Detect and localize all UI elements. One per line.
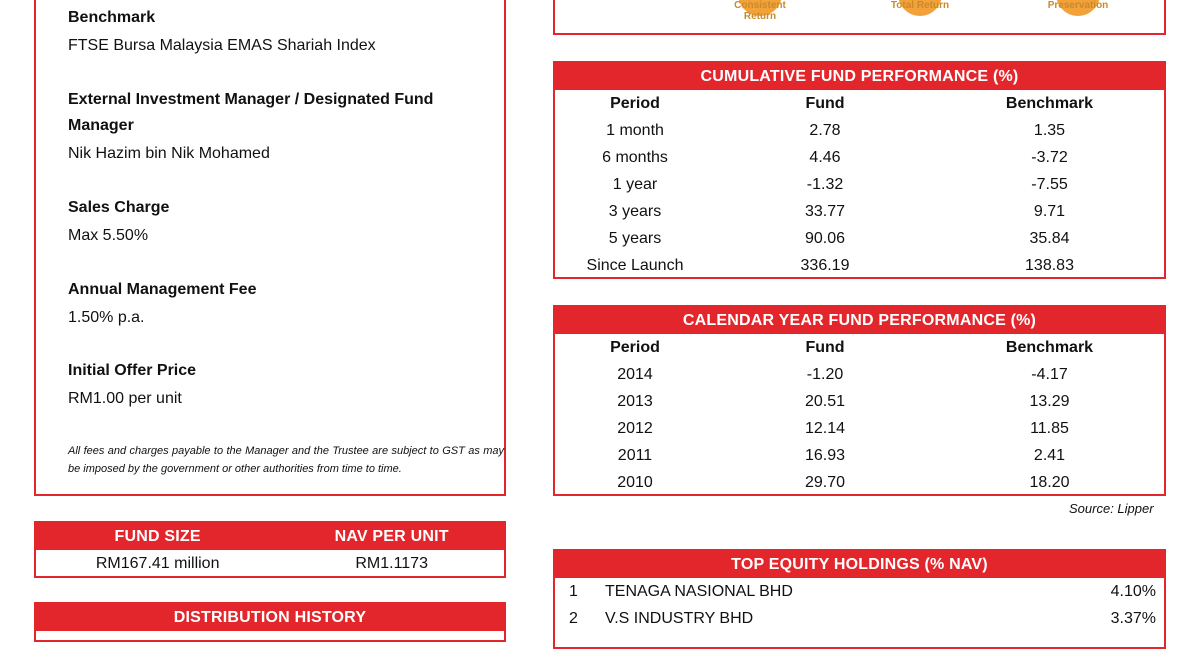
fund-cell: 16.93 xyxy=(804,446,846,464)
table-row xyxy=(555,252,1164,279)
distribution-history-box xyxy=(34,602,506,642)
table-row xyxy=(555,225,1164,252)
source-note: Source: Lipper xyxy=(1069,501,1154,516)
table-row xyxy=(555,171,1164,198)
benchmark-cell: 35.84 xyxy=(1029,229,1070,247)
holding-percent: 4.10% xyxy=(1110,582,1156,600)
benchmark-cell: -7.55 xyxy=(1031,175,1068,193)
fund-cell: 33.77 xyxy=(804,202,846,220)
preservation-badge xyxy=(1033,0,1123,11)
calendar-performance-header: CALENDAR YEAR FUND PERFORMANCE (%) xyxy=(555,307,1164,334)
benchmark-cell: -3.72 xyxy=(1031,148,1068,166)
benchmark-cell: -4.17 xyxy=(1031,365,1068,383)
period-cell: 2010 xyxy=(617,473,653,491)
fund-cell: 336.19 xyxy=(800,256,850,274)
lipper-leaders-box xyxy=(553,0,1166,35)
manager-label-line2: Manager xyxy=(68,117,134,134)
offer-price-value: RM1.00 per unit xyxy=(68,390,182,407)
period-cell: 3 years xyxy=(608,202,662,220)
table-row xyxy=(555,388,1164,415)
period-header: Period xyxy=(610,94,660,112)
holding-name: TENAGA NASIONAL BHD xyxy=(605,582,793,600)
fund-header: Fund xyxy=(805,338,845,356)
cumulative-performance-table xyxy=(555,90,1164,279)
fund-cell: 20.51 xyxy=(804,392,846,410)
top-holdings-header: TOP EQUITY HOLDINGS (% NAV) xyxy=(555,551,1164,578)
offer-price-label: Initial Offer Price xyxy=(68,362,197,379)
benchmark-cell: 138.83 xyxy=(1025,256,1074,274)
table-row xyxy=(555,442,1164,469)
holding-name: V.S INDUSTRY BHD xyxy=(605,609,754,627)
fund-size-table xyxy=(36,523,504,577)
fund-size-header: FUND SIZE xyxy=(114,528,201,545)
period-header: Period xyxy=(610,338,660,356)
period-cell: 2012 xyxy=(617,419,653,437)
table-row xyxy=(555,578,1164,605)
sales-charge-label: Sales Charge xyxy=(68,199,170,216)
period-cell: 6 months xyxy=(602,148,668,166)
benchmark-header: Benchmark xyxy=(1005,94,1094,112)
management-fee-label: Annual Management Fee xyxy=(68,281,257,298)
table-header-row xyxy=(555,334,1164,361)
period-cell: 1 month xyxy=(606,121,664,139)
benchmark-header: Benchmark xyxy=(1005,338,1094,356)
total-return-label: Total Return xyxy=(890,0,950,11)
period-cell: 5 years xyxy=(608,229,662,247)
calendar-performance-table xyxy=(555,334,1164,496)
benchmark-cell: 9.71 xyxy=(1033,202,1066,220)
period-cell: 1 year xyxy=(612,175,658,193)
benchmark-cell: 18.20 xyxy=(1029,473,1070,491)
consistent-return-line1: Consistent xyxy=(734,0,786,11)
holding-rank: 2 xyxy=(569,609,578,627)
period-cell: 2013 xyxy=(617,392,653,410)
benchmark-cell: 11.85 xyxy=(1030,419,1069,437)
fund-cell: -1.20 xyxy=(806,365,844,383)
fees-note: All fees and charges payable to the Manager and the Trustee are subject to GST as may be imposed by the government or other authorities from time to time. xyxy=(68,445,504,475)
table-row xyxy=(555,415,1164,442)
table-header-row xyxy=(555,90,1164,117)
total-return-badge xyxy=(880,0,960,11)
table-row xyxy=(555,469,1164,496)
management-fee-value: 1.50% p.a. xyxy=(68,309,145,326)
top-holdings-table xyxy=(555,578,1164,632)
fund-cell: 29.70 xyxy=(804,473,846,491)
fund-size-box xyxy=(34,521,506,578)
consistent-return-line2: Return xyxy=(743,11,777,22)
consistent-return-badge xyxy=(720,0,800,22)
benchmark-value: FTSE Bursa Malaysia EMAS Shariah Index xyxy=(68,37,376,54)
top-holdings-box xyxy=(553,549,1166,649)
benchmark-label: Benchmark xyxy=(68,9,156,26)
table-row xyxy=(555,605,1164,632)
benchmark-cell: 1.35 xyxy=(1033,121,1066,139)
table-row xyxy=(555,144,1164,171)
lipper-leaders-text xyxy=(557,0,664,1)
manager-value: Nik Hazim bin Nik Mohamed xyxy=(68,145,270,162)
sales-charge-value: Max 5.50% xyxy=(68,227,149,244)
fund-cell: -1.32 xyxy=(806,175,844,193)
fund-cell: 12.14 xyxy=(804,419,846,437)
period-cell: Since Launch xyxy=(586,256,684,274)
preservation-label: Preservation xyxy=(1047,0,1109,11)
fund-cell: 2.78 xyxy=(809,121,841,139)
fund-size-value: RM167.41 million xyxy=(95,554,220,572)
fund-info-panel xyxy=(34,0,506,496)
calendar-performance-box xyxy=(553,305,1166,496)
period-cell: 2011 xyxy=(617,446,653,464)
table-row xyxy=(555,198,1164,225)
fund-cell: 4.46 xyxy=(809,148,841,166)
nav-per-unit-value: RM1.1173 xyxy=(355,554,428,572)
manager-label-line1: External Investment Manager / Designated Fund xyxy=(68,91,434,108)
holding-rank: 1 xyxy=(569,582,578,600)
table-row xyxy=(555,117,1164,144)
benchmark-cell: 13.29 xyxy=(1029,392,1070,410)
table-row xyxy=(555,361,1164,388)
fund-header: Fund xyxy=(805,94,845,112)
period-cell: 2014 xyxy=(617,365,653,383)
benchmark-cell: 2.41 xyxy=(1033,446,1066,464)
fund-cell: 90.06 xyxy=(804,229,846,247)
cumulative-performance-header: CUMULATIVE FUND PERFORMANCE (%) xyxy=(555,63,1164,90)
nav-per-unit-header: NAV PER UNIT xyxy=(334,528,449,545)
holding-percent: 3.37% xyxy=(1110,609,1156,627)
cumulative-performance-box xyxy=(553,61,1166,279)
distribution-history-header: DISTRIBUTION HISTORY xyxy=(36,604,504,631)
